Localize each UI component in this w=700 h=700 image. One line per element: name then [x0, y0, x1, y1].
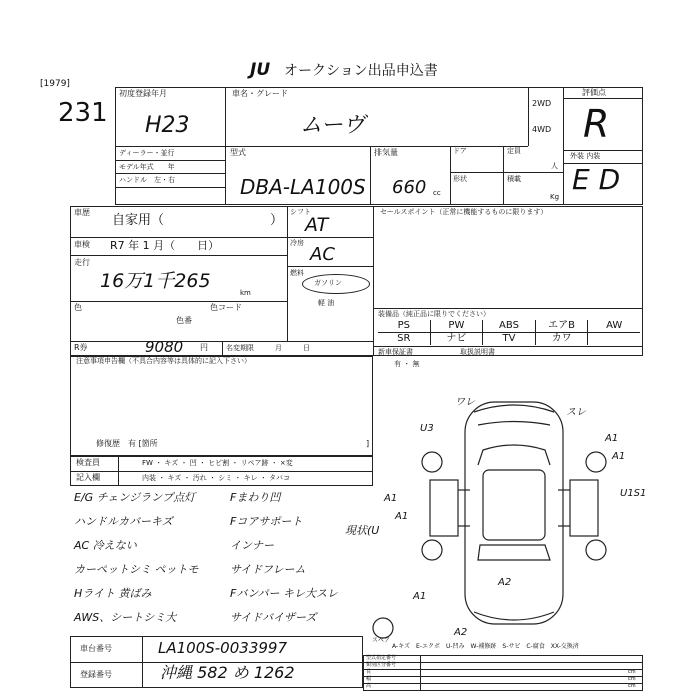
remark: ハンドルカバーキズ: [74, 515, 173, 528]
capacity-label: 定員: [507, 147, 521, 155]
diagram-mark: A1: [395, 511, 409, 522]
inspector-label-bottom: 記入欄: [76, 473, 100, 482]
inspector-row2: 内装 ・ キズ ・ 汚れ ・ シミ ・ キレ ・ タバコ: [142, 474, 290, 482]
remark: サイドフレーム: [230, 563, 306, 576]
fuel-gasoline: ガソリン: [314, 279, 342, 287]
fuel-light-oil: 軽 油: [318, 299, 335, 307]
diagram-mark: U3: [420, 423, 434, 434]
inspection-value: R7 年 1 月（ 日）: [110, 239, 220, 252]
form-title: オークション出品申込書: [284, 63, 438, 79]
remark: Hライト 黄ばみ: [74, 587, 152, 600]
mileage-value: 16万1千265: [100, 270, 211, 292]
mileage-unit: km: [240, 289, 251, 297]
remark: インナー: [230, 539, 274, 552]
car-name-value: ムーヴ: [300, 113, 365, 138]
drive-2wd: 2WD: [532, 99, 552, 108]
equipment-cell: カワ: [536, 333, 589, 345]
chassis-label: 車台番号: [80, 644, 112, 653]
grade-label: 評価点: [582, 88, 606, 97]
remark: Fまわり凹: [230, 491, 281, 504]
diagram-mark: A2: [454, 627, 468, 638]
dimension-table: [363, 655, 643, 691]
dimension-row-label: 類別区分番号: [366, 662, 397, 668]
reg-value: 沖縄 582 め 1262: [160, 663, 295, 682]
fuel-label: 燃料: [290, 269, 304, 277]
type-value: DBA-LA100S: [240, 175, 366, 199]
transfer-label: 名変期限 月 日: [226, 344, 310, 352]
dimension-unit: cm: [628, 683, 636, 689]
diagram-mark: スレ: [566, 407, 586, 418]
chassis-value: LA100S-0033997: [158, 639, 287, 657]
ac-label: 冷房: [290, 239, 304, 247]
diagram-legend: A-キズ E-エクボ U-凹み W-補修跡 S-サビ C-腐食 XX-交換済: [392, 643, 579, 650]
recycle-label: R券: [74, 343, 88, 352]
dimension-row-label: 型式指定番号: [366, 655, 397, 661]
warranty-value: 有 ・ 無: [394, 360, 420, 368]
diagram-mark: A1: [413, 591, 427, 602]
history-close: ）: [270, 213, 284, 228]
dimension-row-label: 幅: [366, 676, 372, 682]
door-label: ドア: [453, 147, 467, 155]
displacement-label: 排気量: [374, 148, 398, 157]
type-label: 型式: [230, 148, 246, 157]
brace-note: 現状(U: [345, 524, 380, 537]
diagram-mark: A1: [384, 493, 398, 504]
diagram-mark: A1: [612, 451, 626, 462]
remark: AC 冷えない: [74, 539, 137, 552]
exterior-interior-label: 外装 内装: [570, 152, 601, 160]
equipment-cell: SR: [378, 333, 431, 345]
history-value: 自家用（: [112, 213, 165, 228]
inspector-label-top: 検査員: [76, 458, 100, 467]
shape-label: 形状: [453, 175, 467, 183]
diagram-mark: A2: [498, 577, 512, 588]
dimension-unit: cm: [628, 676, 636, 682]
load-label: 積載: [507, 175, 521, 183]
equipment-cell: エアB: [536, 320, 589, 332]
shift-value: AT: [305, 214, 329, 236]
handle-label: ハンドル 左・右: [119, 176, 175, 184]
repair-close: ]: [366, 439, 370, 448]
equipment-cell: PW: [431, 320, 484, 332]
equipment-cell: ナビ: [431, 333, 484, 345]
spare-label: スペア: [372, 637, 391, 644]
inspection-label: 車検: [74, 240, 90, 249]
displacement-value: 660: [392, 177, 427, 198]
color-code-label: 色コード: [210, 303, 242, 312]
model-year-label: モデル年式 年: [119, 163, 175, 171]
remark: サイドバイザーズ: [230, 611, 317, 624]
diagram-mark: A1: [605, 433, 619, 444]
lot-number: 231: [58, 98, 108, 128]
color-label: 色: [74, 303, 82, 312]
first-reg-value: H23: [145, 113, 190, 138]
history-label: 車歴: [74, 208, 90, 217]
first-reg-label: 初度登録年月: [119, 89, 167, 98]
recycle-value: 9080: [145, 338, 184, 356]
form-code: [1979]: [40, 79, 70, 89]
drive-4wd: 4WD: [532, 125, 552, 134]
capacity-unit: 人: [551, 162, 558, 170]
remark: カーペットシミ ペットモ: [74, 563, 199, 576]
remark: E/G チェンジランプ点灯: [74, 491, 196, 504]
equipment-cell: AW: [606, 320, 623, 331]
diagram-mark: ワレ: [455, 397, 475, 408]
equipment-cell: PS: [378, 320, 431, 332]
equipment-cell: TV: [483, 333, 536, 345]
remark: Fコアサポート: [230, 515, 303, 528]
sales-point-label: セールスポイント（正常に機能するものに限ります）: [380, 208, 548, 216]
load-unit: Kg: [550, 193, 560, 201]
ac-value: AC: [310, 244, 335, 265]
exterior-interior-value: E D: [572, 163, 621, 196]
shift-label: シフト: [290, 208, 311, 216]
dimension-row-label: 長: [366, 669, 372, 675]
diagram-mark: U1S1: [620, 488, 647, 499]
equipment-label: 装備品（純正品に限りでください）: [378, 310, 490, 318]
dimension-row-label: 高: [366, 683, 372, 689]
car-name-label: 車名・グレード: [232, 89, 288, 98]
grade-value: R: [583, 102, 610, 146]
reg-label: 登録番号: [80, 670, 112, 679]
remark: AWS、シートシミ大: [74, 611, 177, 624]
remark: Fバンパー キレ大スレ: [230, 587, 338, 600]
dealer-label: ディーラー・並行: [119, 149, 175, 157]
equipment-cell: ABS: [483, 320, 536, 332]
caution-label: 注意事項申告欄（不具合内容等は具体的に記入下さい）: [76, 357, 251, 365]
logo: JU: [250, 60, 271, 80]
dimension-unit: cm: [628, 669, 636, 675]
mileage-label: 走行: [74, 258, 90, 267]
manual-label: 取扱説明書: [460, 348, 495, 356]
repair-label: 修復歴 有 [箇所: [96, 439, 158, 448]
inspector-row1: FW ・ キズ ・ 凹 ・ ヒビ割 ・ リペア跡 ・ ×変: [142, 459, 293, 467]
warranty-label: 新車保証書: [378, 348, 413, 356]
color-no-label: 色番: [176, 316, 192, 325]
displacement-unit: cc: [433, 189, 441, 197]
recycle-unit: 円: [200, 343, 208, 352]
